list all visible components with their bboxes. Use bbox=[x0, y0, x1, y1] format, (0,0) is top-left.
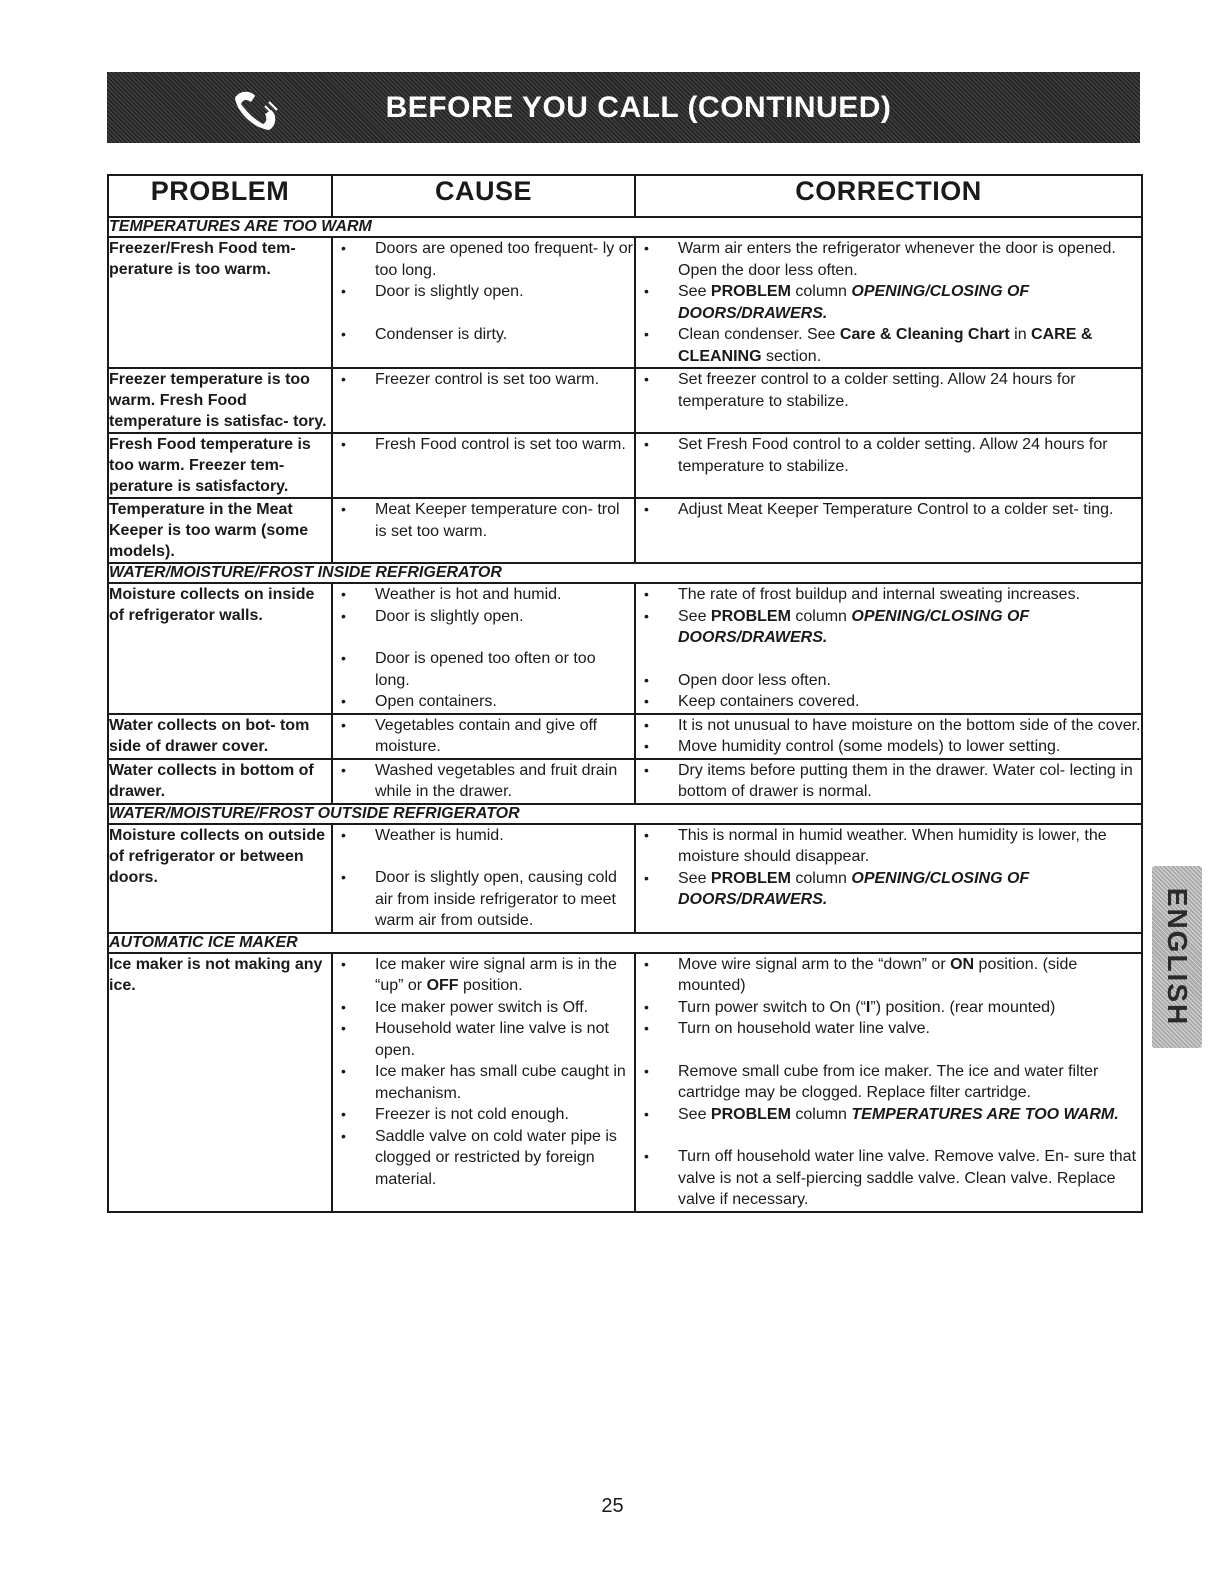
column-header-row bbox=[108, 175, 1142, 217]
problem-cell: Moisture collects on inside of refrigerator walls. bbox=[108, 583, 332, 714]
correction-text-segment: Adjust Meat Keeper Temperature Control to a colder set- ting. bbox=[678, 501, 1114, 518]
correction-text-segment: section. bbox=[761, 347, 822, 365]
problem-cell: Ice maker is not making any ice. bbox=[108, 953, 332, 1212]
cause-item: • Vegetables contain and give off moisture. bbox=[333, 715, 634, 758]
correction-text-segment: Remove small cube from ice maker. The ice and water filter cartridge may be clogged. Replace filter cartridge. bbox=[678, 1062, 1099, 1101]
header-banner bbox=[107, 72, 1140, 143]
correction-item bbox=[636, 691, 1141, 713]
correction-text-segment: Dry items before putting them in the drawer. Water col- lecting in bottom of drawer is normal. bbox=[678, 761, 1133, 800]
cause-item: • Weather is humid. bbox=[333, 825, 634, 847]
cause-item: • Freezer control is set too warm. bbox=[333, 369, 634, 391]
cause-item: • Ice maker power switch is Off. bbox=[333, 997, 634, 1019]
correction-text-segment: OPENING/CLOSING OF DOORS/DRAWERS. bbox=[678, 607, 1030, 646]
cause-item: • Doors are opened too frequent- ly or too long. bbox=[333, 238, 634, 281]
correction-text-segment: Turn power switch to On (“ bbox=[678, 998, 866, 1016]
correction-item bbox=[636, 825, 1141, 868]
phone-icon bbox=[225, 80, 287, 136]
correction-item bbox=[636, 760, 1141, 803]
correction-text-segment: OPENING/CLOSING OF DOORS/DRAWERS. bbox=[678, 283, 1030, 322]
table-body bbox=[108, 217, 1142, 1212]
correction-text-segment: PROBLEM bbox=[710, 607, 791, 625]
section-row bbox=[108, 563, 1142, 583]
correction-cell bbox=[635, 953, 1142, 1212]
correction-text-segment: Open door less often. bbox=[678, 671, 831, 689]
correction-text-segment: column bbox=[790, 607, 852, 625]
cause-item: • Fresh Food control is set too warm. bbox=[333, 434, 634, 456]
cause-item: • Household water line valve is not open. bbox=[333, 1018, 634, 1061]
troubleshooting-table bbox=[107, 174, 1143, 1213]
cause-text-segment: Ice maker wire signal arm is in the “up” or bbox=[375, 955, 617, 994]
correction-text-segment: See bbox=[678, 1105, 711, 1123]
correction-item bbox=[636, 736, 1141, 758]
correction-item bbox=[636, 434, 1141, 477]
cause-item: • Weather is hot and humid. bbox=[333, 584, 634, 606]
correction-text-segment: This is normal in humid weather. When humidity is lower, the moisture should disappear. bbox=[678, 826, 1107, 865]
cause-cell bbox=[332, 498, 635, 563]
correction-item bbox=[636, 1104, 1141, 1126]
correction-text-segment: position. (side mounted) bbox=[678, 955, 1078, 994]
cause-item: • Condenser is dirty. bbox=[333, 324, 634, 346]
correction-item bbox=[636, 584, 1141, 606]
cause-item: • Freezer is not cold enough. bbox=[333, 1104, 634, 1126]
correction-text-segment: See bbox=[678, 869, 711, 887]
column-header-cause: CAUSE bbox=[332, 175, 635, 217]
cause-item: • Washed vegetables and fruit drain while in the drawer. bbox=[333, 760, 634, 803]
problem-cell: Freezer temperature is too warm. Fresh Food temperature is satisfac- tory. bbox=[108, 368, 332, 433]
page-number: 25 bbox=[601, 1495, 624, 1517]
cause-item: • Saddle valve on cold water pipe is clogged or restricted by foreign material. bbox=[333, 1126, 634, 1191]
problem-cell: Freezer/Fresh Food tem- perature is too warm. bbox=[108, 237, 332, 368]
correction-text-segment: See bbox=[678, 283, 711, 300]
correction-cell bbox=[635, 433, 1142, 498]
correction-item bbox=[636, 499, 1141, 521]
section-title: WATER/MOISTURE/FROST OUTSIDE REFRIGERATOR bbox=[108, 804, 1142, 824]
correction-text-segment: It is not unusual to have moisture on the bottom side of the cover. bbox=[678, 716, 1141, 734]
correction-text-segment: Keep containers covered. bbox=[678, 693, 860, 710]
correction-text-segment: Turn off household water line valve. Remove valve. En- sure that valve is not a self-piercing saddle valve. Clean valve. Replace valve if necessary. bbox=[678, 1148, 1137, 1208]
section-row bbox=[108, 933, 1142, 953]
correction-item bbox=[636, 1061, 1141, 1104]
correction-text-segment: Set Fresh Food control to a colder setting. Allow 24 hours for temperature to stabilize. bbox=[678, 436, 1108, 475]
section-row bbox=[108, 217, 1142, 237]
correction-text-segment: PROBLEM bbox=[710, 1105, 791, 1123]
correction-cell bbox=[635, 583, 1142, 714]
cause-cell bbox=[332, 953, 635, 1212]
table-row bbox=[108, 368, 1142, 433]
correction-cell bbox=[635, 824, 1142, 933]
table-row bbox=[108, 237, 1142, 368]
cause-item: • Door is slightly open. bbox=[333, 606, 634, 628]
cause-cell bbox=[332, 368, 635, 433]
page-title: BEFORE YOU CALL (CONTINUED) bbox=[385, 90, 892, 124]
problem-cell: Temperature in the Meat Keeper is too warm (some models). bbox=[108, 498, 332, 563]
cause-cell bbox=[332, 583, 635, 714]
table-row bbox=[108, 759, 1142, 804]
cause-item: • Meat Keeper temperature con- trol is set too warm. bbox=[333, 499, 634, 542]
correction-item bbox=[636, 238, 1141, 281]
correction-item bbox=[636, 954, 1141, 997]
correction-cell bbox=[635, 237, 1142, 368]
correction-text-segment: PROBLEM bbox=[710, 283, 791, 300]
correction-text-segment: Set freezer control to a colder setting. Allow 24 hours for temperature to stabilize. bbox=[678, 371, 1076, 410]
correction-text-segment: I bbox=[865, 998, 871, 1016]
cause-cell bbox=[332, 237, 635, 368]
cause-item: • Door is opened too often or too long. bbox=[333, 648, 634, 691]
table-row bbox=[108, 498, 1142, 563]
correction-text-segment: Clean condenser. See bbox=[678, 326, 840, 343]
table-row bbox=[108, 824, 1142, 933]
cause-text-segment: position. bbox=[458, 977, 523, 994]
column-header-problem: PROBLEM bbox=[108, 175, 332, 217]
column-header-correction: CORRECTION bbox=[635, 175, 1142, 217]
cause-cell bbox=[332, 824, 635, 933]
correction-item bbox=[636, 281, 1141, 324]
section-title: WATER/MOISTURE/FROST INSIDE REFRIGERATOR bbox=[108, 563, 1142, 583]
correction-text-segment: Move humidity control (some models) to lower setting. bbox=[678, 738, 1061, 755]
table-row bbox=[108, 714, 1142, 759]
cause-item: • Door is slightly open. bbox=[333, 281, 634, 303]
language-tab-label: ENGLISH bbox=[1162, 887, 1193, 1027]
correction-cell bbox=[635, 759, 1142, 804]
table-row bbox=[108, 953, 1142, 1212]
table-row bbox=[108, 583, 1142, 714]
correction-cell bbox=[635, 368, 1142, 433]
correction-item bbox=[636, 606, 1141, 649]
correction-item bbox=[636, 997, 1141, 1019]
correction-item bbox=[636, 1018, 1141, 1040]
correction-text-segment: The rate of frost buildup and internal sweating increases. bbox=[678, 586, 1081, 603]
correction-item bbox=[636, 1146, 1141, 1211]
correction-text-segment: TEMPERATURES ARE TOO WARM. bbox=[851, 1105, 1119, 1123]
cause-item bbox=[333, 954, 634, 997]
cause-cell bbox=[332, 714, 635, 759]
cause-item: • Open containers. bbox=[333, 691, 634, 713]
correction-text-segment: column bbox=[790, 283, 852, 300]
table-row bbox=[108, 433, 1142, 498]
cause-item: • Door is slightly open, causing cold air from inside refrigerator to meet warm air from outside. bbox=[333, 867, 634, 932]
correction-text-segment: column bbox=[790, 869, 852, 887]
correction-item bbox=[636, 868, 1141, 911]
section-title: TEMPERATURES ARE TOO WARM bbox=[108, 217, 1142, 237]
correction-cell bbox=[635, 714, 1142, 759]
correction-text-segment: in bbox=[1009, 326, 1032, 343]
correction-item bbox=[636, 324, 1141, 367]
language-tab bbox=[1152, 866, 1202, 1048]
correction-text-segment: OPENING/CLOSING OF DOORS/DRAWERS. bbox=[678, 869, 1030, 908]
correction-text-segment: See bbox=[678, 607, 711, 625]
cause-item: • Ice maker has small cube caught in mechanism. bbox=[333, 1061, 634, 1104]
correction-text-segment: Move wire signal arm to the “down” or bbox=[678, 955, 951, 973]
correction-text-segment: Care & Cleaning Chart bbox=[839, 326, 1010, 343]
cause-text-segment: OFF bbox=[426, 977, 459, 994]
problem-cell: Moisture collects on outside of refrigerator or between doors. bbox=[108, 824, 332, 933]
section-title: AUTOMATIC ICE MAKER bbox=[108, 933, 1142, 953]
correction-text-segment: ”) position. (rear mounted) bbox=[870, 998, 1056, 1016]
correction-item bbox=[636, 369, 1141, 412]
problem-cell: Fresh Food temperature is too warm. Freezer tem- perature is satisfactory. bbox=[108, 433, 332, 498]
correction-item bbox=[636, 670, 1141, 692]
cause-cell bbox=[332, 759, 635, 804]
correction-text-segment: Turn on household water line valve. bbox=[678, 1020, 930, 1037]
cause-cell bbox=[332, 433, 635, 498]
correction-text-segment: Warm air enters the refrigerator whenever the door is opened. Open the door less often. bbox=[678, 240, 1116, 279]
correction-text-segment: CARE & CLEANING bbox=[678, 326, 1093, 365]
correction-item bbox=[636, 715, 1141, 737]
correction-cell bbox=[635, 498, 1142, 563]
correction-text-segment: PROBLEM bbox=[710, 869, 791, 887]
correction-text-segment: ON bbox=[950, 955, 975, 973]
section-row bbox=[108, 804, 1142, 824]
problem-cell: Water collects on bot- tom side of drawer cover. bbox=[108, 714, 332, 759]
correction-text-segment: column bbox=[790, 1105, 852, 1123]
problem-cell: Water collects in bottom of drawer. bbox=[108, 759, 332, 804]
